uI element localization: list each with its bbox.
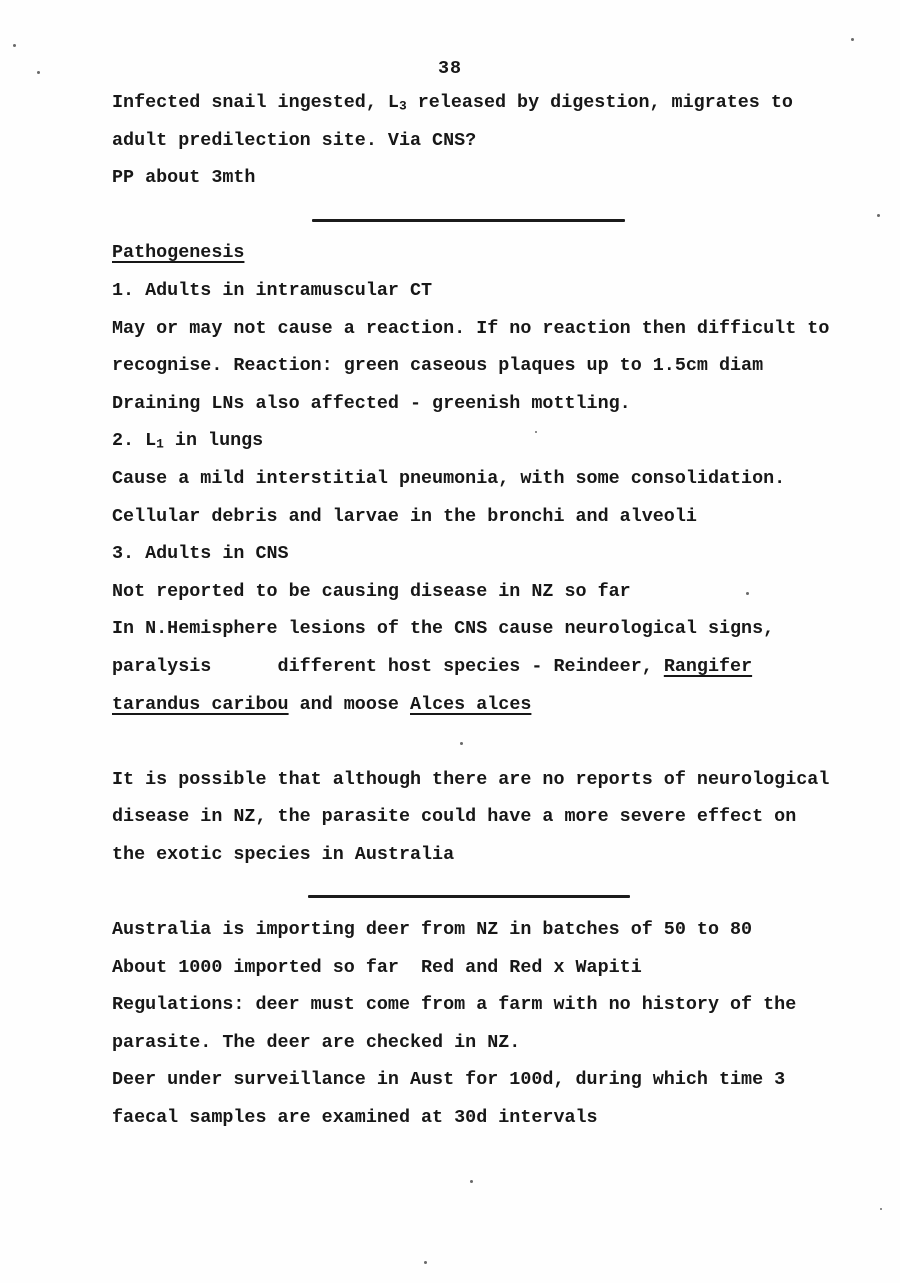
text-run: 3. Adults in CNS xyxy=(112,543,289,565)
subscript-run: 3 xyxy=(398,98,407,114)
scan-speck xyxy=(470,1180,473,1183)
underlined-text-run: tarandus caribou xyxy=(112,693,289,715)
text-run: In N.Hemisphere lesions of the CNS cause neurological signs, xyxy=(112,618,775,640)
text-line xyxy=(112,610,872,648)
divider-row xyxy=(112,197,872,235)
text-run: released by digestion, migrates to xyxy=(406,92,793,113)
divider-row xyxy=(112,873,872,911)
text-run: 1. Adults in intramuscular CT xyxy=(112,279,433,301)
text-run: PP about 3mth xyxy=(112,167,256,189)
text-line xyxy=(112,347,872,385)
text-run: recognise. Reaction: green caseous plaques up to 1.5cm diam xyxy=(112,355,764,377)
text-run: faecal samples are examined at 30d intervals xyxy=(112,1107,598,1129)
text-run: parasite. The deer are checked in NZ. xyxy=(112,1031,521,1053)
text-line xyxy=(112,986,872,1024)
text-line xyxy=(112,1024,872,1062)
document-body xyxy=(112,84,872,1137)
text-line xyxy=(112,122,872,160)
text-line xyxy=(112,686,872,724)
scan-speck xyxy=(424,1261,427,1264)
text-run: Not reported to be causing disease in NZ so far xyxy=(112,580,631,602)
text-run: paralysis different host species - Reindeer, xyxy=(112,655,664,677)
text-run: It is possible that although there are no reports of neurological xyxy=(112,768,830,790)
text-run: adult predilection site. Via CNS? xyxy=(112,129,477,151)
text-line xyxy=(112,798,872,836)
underlined-text-run: Alces alces xyxy=(410,693,532,715)
underlined-text-run: Pathogenesis xyxy=(112,242,245,264)
text-line xyxy=(112,648,872,686)
scan-speck xyxy=(460,742,463,745)
text-run: and moose xyxy=(288,693,410,715)
scan-speck xyxy=(535,431,537,433)
text-line xyxy=(112,1099,872,1137)
blank-line xyxy=(112,723,872,761)
scan-speck xyxy=(877,214,880,217)
text-run: 2. L xyxy=(112,430,157,452)
text-run: the exotic species in Australia xyxy=(112,843,455,865)
text-run: disease in NZ, the parasite could have a more severe effect on xyxy=(112,806,797,828)
text-line xyxy=(112,535,872,573)
text-line xyxy=(112,310,872,348)
text-line xyxy=(112,949,872,987)
text-line xyxy=(112,836,872,874)
text-line xyxy=(112,159,872,197)
text-line xyxy=(112,761,872,799)
text-run: May or may not cause a reaction. If no reaction then difficult to xyxy=(112,317,830,339)
text-line xyxy=(112,573,872,611)
text-run: Cause a mild interstitial pneumonia, with some consolidation. xyxy=(112,467,786,489)
text-line xyxy=(112,272,872,310)
text-run: in lungs xyxy=(163,430,264,452)
text-line xyxy=(112,385,872,423)
text-line xyxy=(112,84,872,122)
underlined-text-run: Rangifer xyxy=(663,655,753,677)
text-line xyxy=(112,460,872,498)
section-divider xyxy=(312,219,625,222)
scan-speck xyxy=(746,592,749,595)
scan-speck xyxy=(880,1208,882,1210)
text-run: Draining LNs also affected - greenish mottling. xyxy=(112,392,631,414)
text-run: Infected snail ingested, L xyxy=(112,92,399,113)
scan-speck xyxy=(13,44,16,47)
text-run: Deer under surveillance in Aust for 100d, during which time 3 xyxy=(112,1069,786,1091)
text-line xyxy=(112,234,872,272)
text-line xyxy=(112,498,872,536)
text-run: Cellular debris and larvae in the bronchi and alveoli xyxy=(112,505,697,527)
text-line xyxy=(112,1061,872,1099)
page-number: 38 xyxy=(437,58,463,79)
subscript-run: 1 xyxy=(156,436,164,452)
text-run: Australia is importing deer from NZ in batches of 50 to 80 xyxy=(112,919,753,941)
text-line xyxy=(112,422,872,460)
text-run: About 1000 imported so far Red and Red x Wapiti xyxy=(112,956,642,978)
scan-speck xyxy=(37,71,40,74)
section-divider xyxy=(308,895,630,898)
text-run: Regulations: deer must come from a farm with no history of the xyxy=(112,994,797,1016)
text-line xyxy=(112,911,872,949)
scan-speck xyxy=(851,38,854,41)
